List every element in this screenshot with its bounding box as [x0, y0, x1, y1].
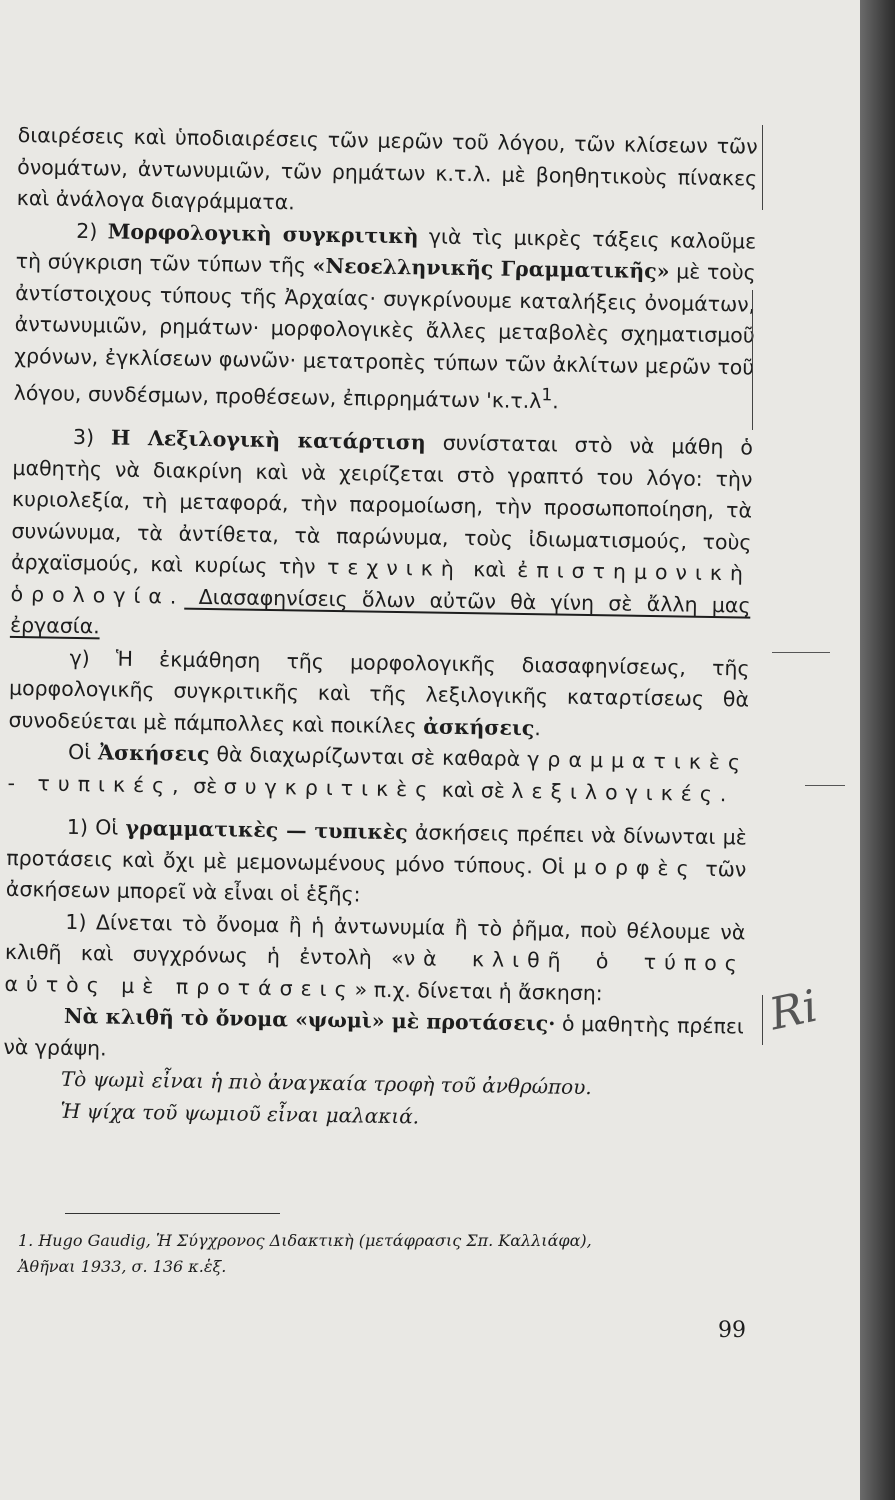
handwritten-margin-note: Ri	[765, 980, 822, 1041]
margin-mark	[762, 125, 763, 210]
margin-mark	[762, 995, 763, 1045]
paragraph-2	[13, 214, 756, 420]
text-segment: θὰ διαχωρίζωνται σὲ καθαρὰ	[209, 742, 528, 772]
term-lexical-training: Η Λεξιλογικὴ κατάρτιση	[110, 425, 426, 455]
paragraph-6	[6, 811, 747, 917]
paragraph-8	[3, 1000, 744, 1075]
text-segment: .	[552, 389, 559, 414]
paragraph-5	[7, 736, 748, 811]
exercise-title: Νὰ κλιθῆ τὸ ὄνομα «ψωμὶ» μὲ προτάσεις·	[63, 1004, 556, 1036]
footnote-marker: 1	[541, 385, 553, 406]
spaced-word: γραμματικὲς - τυπικές,	[7, 747, 749, 798]
term-exercises: Ἀσκήσεις	[97, 740, 210, 767]
text-segment: καὶ σὲ	[435, 777, 512, 803]
footnote-rule	[65, 1213, 280, 1214]
term-exercises: ἀσκήσεις	[423, 714, 535, 741]
spaced-instruction: νὰ κλιθῆ ὁ τύπος αὐτὸς μὲ προτάσεις	[4, 946, 746, 1002]
paragraph-1: διαιρέσεις καὶ ὑποδιαιρέσεις τῶν μερῶν τοῦ λόγου, τῶν κλίσεων τῶν ὀνομάτων, ἀντωνυμιῶν, τῶν ρημάτων κ.τ.λ. μὲ βοηθητικοὺς πίνακες καὶ ἀνάλογα διαγράμματα.	[16, 122, 758, 215]
page-edge	[860, 0, 895, 1500]
paragraph-7	[4, 906, 745, 1012]
footnote	[18, 1228, 758, 1280]
page-number: 99	[718, 1318, 746, 1343]
spaced-word: ἐπιστημονικὴ ὁρολογία.	[10, 558, 752, 609]
spaced-word: συγκριτικὲς	[223, 774, 436, 802]
text-segment: 1) Δίνεται τὸ ὄνομα ἢ ἡ ἀντωνυμία ἢ τὸ ῥῆμα, ποὺ θέλουμε νὰ κλιθῆ καὶ συγχρόνως ἡ ἐντολὴ «	[4, 909, 746, 971]
paragraph-4	[8, 642, 749, 748]
text-segment: μὲ τοὺς ἀντίστοιχους τύπους τῆς Ἀρχαίας· συγκρίνουμε καταλήξεις ὀνομάτων, ἀντωνυμιῶν, ρημάτων· μορφολογικὲς ἄλλες μεταβολὲς σχηματισμοῦ χρόνων, ἐγκλίσεων φωνῶν· μετατροπὲς τύπων τῶν ἀκλίτων μερῶν τοῦ λόγου, συνδέσμων, προθέσεων, ἐπιρρημάτων 'κ.τ.λ	[13, 259, 756, 414]
text-segment: σὲ	[186, 773, 224, 799]
text-segment: τῶν ἀσκήσεων μπορεῖ νὰ εἶναι οἱ ἑξῆς:	[5, 856, 747, 907]
text-segment: ἀσκήσεις πρέπει νὰ δίνωνται μὲ προτάσεις καὶ ὄχι μὲ μεμονωμένους μόνο τύπους. Οἱ	[6, 820, 747, 879]
item-number: 3)	[72, 425, 95, 450]
margin-dash	[805, 785, 845, 786]
spaced-word: μορφὲς	[573, 854, 697, 881]
text-segment: συνίσταται στὸ νὰ μάθη ὁ μαθητὴς νὰ διακρίνη καὶ νὰ χειρίζεται στὸ γραπτό του λόγο: τὴν κυριολεξία, τὴ μεταφορά, τὴν παρομοίωση, τὴν προσωποποίηση, τὰ συνώνυμα, τὰ ἀντίθετα, τὰ παρώνυμα, τοὺς ἰδιωματισμούς, τοὺς ἀρχαϊσμούς, καὶ κυρίως τὴν	[10, 430, 754, 580]
footnote-line-1: 1. Hugo Gaudig, Ἡ Σύγχρονος Διδακτικὴ (μετάφρασις Σπ. Καλλιάφα),	[18, 1231, 592, 1250]
term-grammar-title: «Νεοελληνικῆς Γραμματικῆς»	[312, 253, 670, 284]
text-segment: καὶ	[461, 557, 518, 583]
text-segment: ὁ μαθητὴς πρέπει νὰ γράψη.	[3, 1011, 745, 1061]
term-morphological-comparative: Μορφολογικὴ συγκριτικὴ	[107, 218, 419, 248]
term-grammatical-formal: γραμματικὲς — τυπικὲς	[125, 816, 408, 845]
example-sentence-2: Ἡ ψίχα τοῦ ψωμιοῦ εἶναι μαλακιά.	[60, 1098, 420, 1129]
text-segment: γ) Ἡ ἐκμάθηση τῆς μορφολογικῆς διασαφηνίσεως, τῆς μορφολογικῆς συγκριτικῆς καὶ τῆς λεξιλογικῆς καταρτίσεως θὰ συνοδεύεται μὲ πάμπολλες καὶ ποικίλες	[8, 645, 750, 739]
text-segment: Οἱ	[67, 740, 99, 765]
text-segment: γιὰ τὶς μικρὲς τάξεις καλοῦμε τὴ σύγκριση τῶν τύπων τῆς	[15, 223, 757, 278]
footnote-line-2: Ἀθῆναι 1933, σ. 136 κ.ἑξ.	[18, 1257, 227, 1276]
margin-mark	[752, 290, 753, 430]
underlined-sentence: Διασαφηνίσεις ὅλων αὐτῶν θὰ γίνη σὲ ἄλλη μας ἐργασία.	[9, 584, 751, 639]
spaced-word: λεξιλογικές.	[511, 778, 735, 807]
text-segment: » π.χ. δίνεται ἡ ἄσκηση:	[354, 977, 603, 1006]
text-segment: 1) Οἱ	[66, 815, 126, 841]
paragraph-3	[10, 421, 753, 653]
spaced-word: τεχνικὴ	[326, 555, 462, 582]
margin-dash	[772, 652, 830, 653]
body-text	[2, 120, 758, 1138]
example-sentence-1: Τὸ ψωμὶ εἶναι ἡ πιὸ ἀναγκαία τροφὴ τοῦ ἀνθρώπου.	[60, 1067, 592, 1100]
item-number: 2)	[76, 218, 98, 243]
text-segment: .	[534, 716, 542, 741]
